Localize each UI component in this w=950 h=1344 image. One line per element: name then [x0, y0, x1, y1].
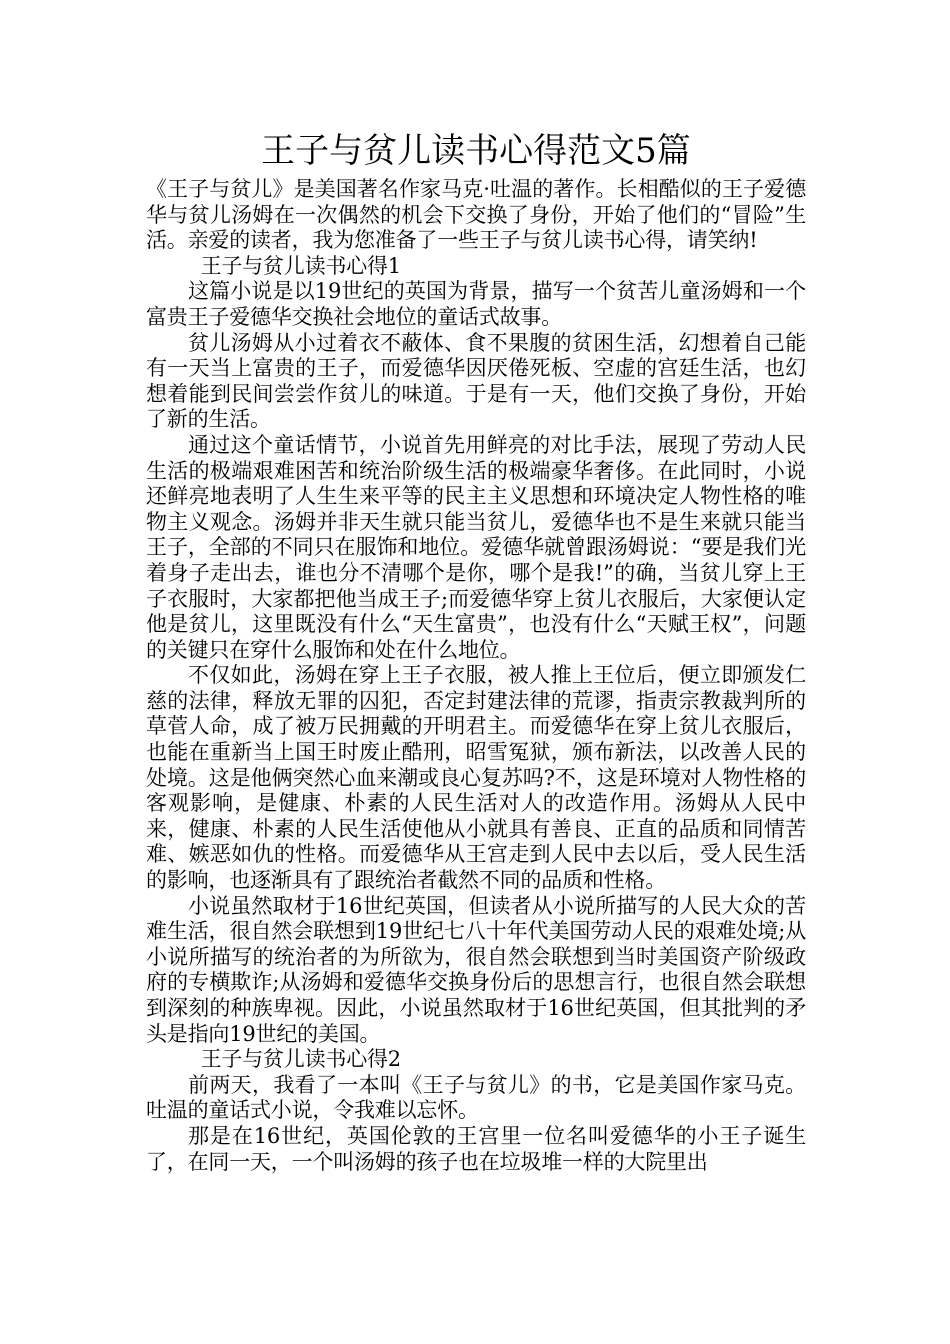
body-paragraph: 通过这个童话情节，小说首先用鲜亮的对比手法，展现了劳动人民生活的极端艰难困苦和统治阶级生活的极端豪华奢侈。在此同时，小说还鲜亮地表明了人生生来平等的民主主义思想和环境决定人物性格的唯物主义观念。汤姆并非天生就只能当贫儿，爱德华也不是生来就只能当王子，全部的不同只在服饰和地位。爱德华就曾跟汤姆说：“要是我们光着身子走出去，谁也分不清哪个是你，哪个是我!”的确，当贫儿穿上王子衣服时，大家都把他当成王子;而爱德华穿上贫儿衣服后，大家便认定他是贫儿，这里既没有什么“天生富贵”，也没有什么“天赋王权”，问题的关键只在穿什么服饰和处在什么地位。	[146, 432, 806, 662]
body-paragraph: 贫儿汤姆从小过着衣不蔽体、食不果腹的贫困生活，幻想着自己能有一天当上富贵的王子，而爱德华因厌倦死板、空虚的宫廷生活，也幻想着能到民间尝尝作贫儿的味道。于是有一天，他们交换了身份，开始了新的生活。	[146, 330, 806, 432]
body-paragraph: 前两天，我看了一本叫《王子与贫儿》的书，它是美国作家马克。吐温的童话式小说，令我难以忘怀。	[146, 1072, 806, 1123]
section-heading-2: 王子与贫儿读书心得2	[200, 1047, 401, 1072]
document-title: 王子与贫儿读书心得范文5篇	[261, 131, 691, 171]
intro-paragraph: 《王子与贫儿》是美国著名作家马克·吐温的著作。长相酷似的王子爱德华与贫儿汤姆在一次偶然的机会下交换了身份，开始了他们的“冒险”生活。亲爱的读者，我为您准备了一些王子与贫儿读书心得，请笑纳!	[146, 177, 806, 253]
body-paragraph: 这篇小说是以19世纪的英国为背景，描写一个贫苦儿童汤姆和一个富贵王子爱德华交换社会地位的童话式故事。	[146, 279, 806, 329]
body-paragraph: 小说虽然取材于16世纪英国，但读者从小说所描写的人民大众的苦难生活，很自然会联想到19世纪七八十年代美国劳动人民的艰难处境;从小说所描写的统治者的为所欲为，很自然会联想到当时美国资产阶级政府的专横欺诈;从汤姆和爱德华交换身份后的思想言行，也很自然会联想到深刻的种族卑视。因此，小说虽然取材于16世纪英国，但其批判的矛头是指向19世纪的美国。	[146, 893, 806, 1046]
body-paragraph: 不仅如此，汤姆在穿上王子衣服，被人推上王位后，便立即颁发仁慈的法律，释放无罪的囚犯，否定封建法律的荒谬，指责宗教裁判所的草菅人命，成了被万民拥戴的开明君主。而爱德华在穿上贫儿衣服后，也能在重新当上国王时废止酷刑，昭雪冤狱，颁布新法，以改善人民的处境。这是他俩突然心血来潮或良心复苏吗?不，这是环境对人物性格的客观影响，是健康、朴素的人民生活对人的改造作用。汤姆从人民中来，健康、朴素的人民生活使他从小就具有善良、正直的品质和同情苦难、嫉恶如仇的性格。而爱德华从王宫走到人民中去以后，受人民生活的影响，也逐渐具有了跟统治者截然不同的品质和性格。	[146, 663, 806, 893]
body-paragraph: 那是在16世纪，英国伦敦的王宫里一位名叫爱德华的小王子诞生了，在同一天，一个叫汤姆的孩子也在垃圾堆一样的大院里出	[146, 1123, 806, 1174]
section-heading-1: 王子与贫儿读书心得1	[200, 253, 401, 278]
document-page	[146, 128, 806, 1175]
